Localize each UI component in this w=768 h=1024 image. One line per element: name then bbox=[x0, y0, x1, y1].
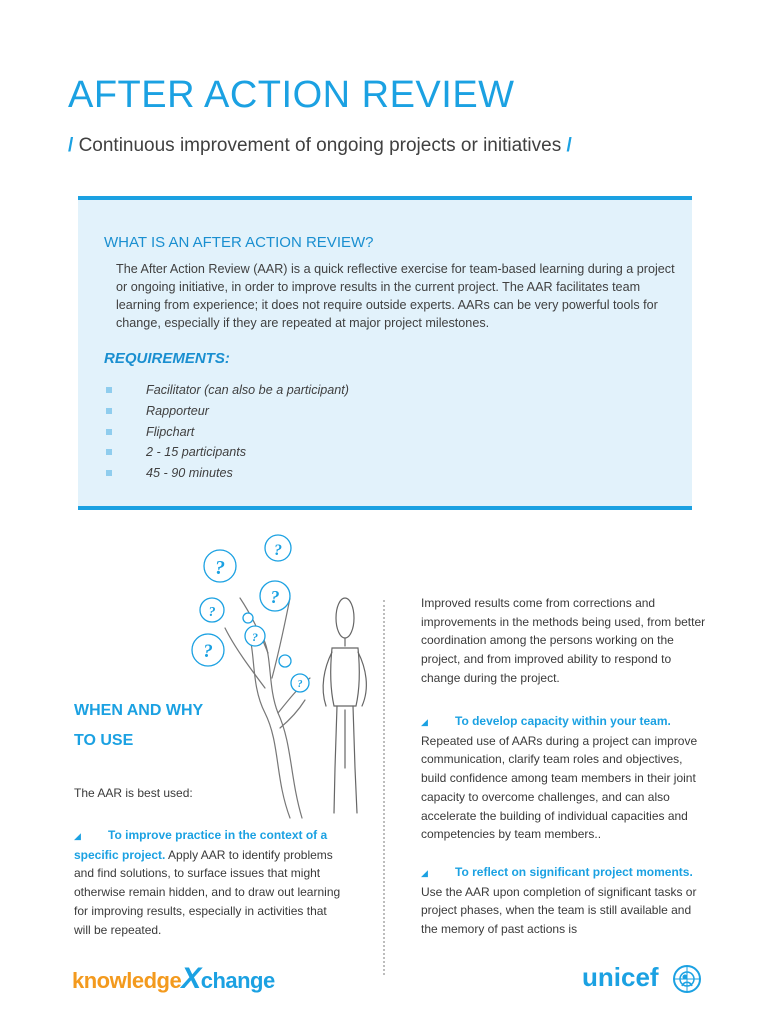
square-bullet-icon bbox=[106, 387, 112, 393]
requirements-list bbox=[106, 380, 349, 483]
unicef-logo: unicef bbox=[582, 962, 659, 992]
requirement-text: 2 - 15 participants bbox=[146, 445, 247, 460]
svg-text:?: ? bbox=[297, 679, 303, 690]
knowledge-exchange-logo bbox=[72, 962, 275, 996]
point-reflect-moments-text: Use the AAR upon completion of significant tasks or project phases, when the team is still available and the memory of past actions is bbox=[421, 884, 697, 937]
requirement-text: Facilitator (can also be a participant) bbox=[146, 383, 349, 398]
column-divider bbox=[383, 600, 385, 975]
logo-part-knowledge: knowledge bbox=[72, 968, 182, 993]
square-bullet-icon bbox=[106, 429, 112, 435]
improved-results-paragraph: Improved results come from corrections and improvements in the methods being used, from better coordination among the persons working on the project, and from improved ability to respond to change during the project. bbox=[421, 596, 706, 685]
what-is-paragraph: The After Action Review (AAR) is a quick reflective exercise for team-based learning during a project or ongoing initiative, in order to improve results in the current project. The AAR facilitates team learning from experience; it does not require outside experts. AARs can be very powerful tools for change, especially if they are repeated at major project milestones. bbox=[116, 262, 675, 330]
subtitle-slash-left: / bbox=[68, 135, 74, 156]
point-develop-capacity-lead: To develop capacity within your team. bbox=[455, 714, 671, 728]
point-improve-practice-text: Apply AAR to identify problems and find solutions, to surface issues that might otherwise remain hidden, and to draw out learning for improving results, especially in activities that will be repeated. bbox=[74, 847, 341, 937]
requirement-item bbox=[106, 401, 349, 422]
svg-text:?: ? bbox=[215, 557, 225, 579]
requirement-text: Rapporteur bbox=[146, 404, 210, 419]
requirement-text: 45 - 90 minutes bbox=[146, 466, 233, 481]
when-why-heading-line2: TO USE bbox=[74, 732, 134, 749]
requirements-heading: REQUIREMENTS: bbox=[104, 350, 230, 367]
triangle-bullet-icon: ◢ bbox=[421, 717, 428, 727]
svg-text:?: ? bbox=[274, 542, 282, 559]
requirement-item bbox=[106, 463, 349, 484]
svg-text:?: ? bbox=[252, 630, 258, 644]
when-why-heading bbox=[74, 696, 203, 756]
point-develop-capacity bbox=[421, 712, 711, 844]
when-why-heading-line1: WHEN AND WHY bbox=[74, 702, 204, 719]
requirement-text: Flipchart bbox=[146, 424, 195, 439]
point-reflect-moments bbox=[421, 863, 711, 939]
unicef-emblem-icon bbox=[672, 964, 702, 994]
subtitle-text: Continuous improvement of ongoing projects or initiatives bbox=[78, 135, 562, 156]
point-improve-practice bbox=[74, 826, 342, 939]
info-box bbox=[78, 196, 692, 510]
square-bullet-icon bbox=[106, 449, 112, 455]
square-bullet-icon bbox=[106, 408, 112, 414]
what-is-heading: WHAT IS AN AFTER ACTION REVIEW? bbox=[104, 234, 374, 251]
triangle-bullet-icon: ◢ bbox=[74, 831, 81, 841]
logo-part-change: change bbox=[200, 968, 275, 993]
point-improve-practice-lead: To improve practice in the context of a specific project. bbox=[74, 828, 328, 862]
svg-text:?: ? bbox=[203, 641, 213, 662]
requirement-item bbox=[106, 421, 349, 442]
requirement-item bbox=[106, 380, 349, 401]
svg-text:?: ? bbox=[208, 605, 216, 620]
requirement-item bbox=[106, 442, 349, 463]
subtitle-slash-right: / bbox=[566, 135, 572, 156]
page-title: AFTER ACTION REVIEW bbox=[68, 74, 515, 116]
point-develop-capacity-text: Repeated use of AARs during a project can improve communication, clarify team roles and objectives, build confidence among team members in their joint capacity to overcome challenges, and can also accelerate the building of individual capacities and competencies by team members.. bbox=[421, 733, 698, 842]
best-used-intro: The AAR is best used: bbox=[74, 786, 193, 800]
svg-text:?: ? bbox=[270, 587, 280, 607]
question-tree-sketch-illustration bbox=[180, 528, 380, 828]
logo-part-x: X bbox=[181, 962, 201, 995]
square-bullet-icon bbox=[106, 470, 112, 476]
triangle-bullet-icon: ◢ bbox=[421, 868, 428, 878]
point-reflect-moments-lead: To reflect on significant project moments. bbox=[455, 865, 693, 879]
page-subtitle bbox=[68, 135, 572, 157]
